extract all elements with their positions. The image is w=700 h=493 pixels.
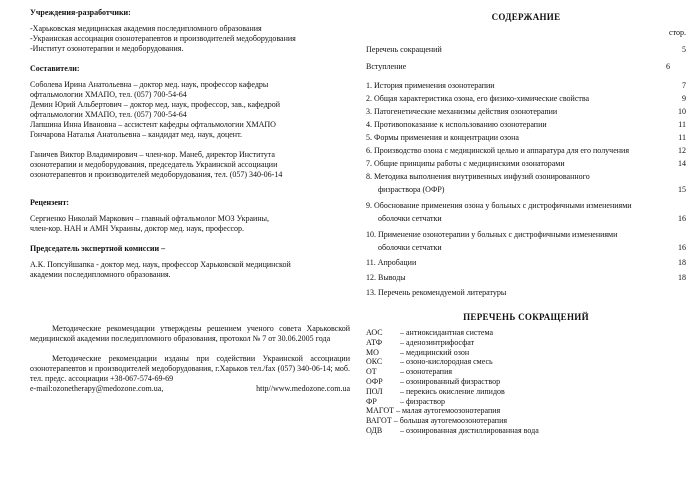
author-line: Демин Юрий Альбертович – доктор мед. наук, профессор, зав., кафедрой [30,100,281,109]
author-line: Лапшина Инна Ивановна – ассистент кафедры офтальмологии ХМАПО [30,120,276,129]
abbreviations-title: ПЕРЕЧЕНЬ СОКРАЩЕНИЙ [463,312,589,322]
abbreviation-row: МАГОТ – малая аутогемоозонотерапия [366,406,501,416]
toc-item: 13. Перечень рекомендуемой литературы [366,288,507,297]
table-of-contents [366,42,686,298]
right-column [366,8,686,436]
author-line: Гончарова Наталья Анатольевна – кандидат мед. наук, доцент. [30,130,242,139]
toc-item: 4. Противопоказание к использованию озонотерапии 11 [366,120,686,129]
developer-line: -Харьковская медицинская академия последипломного образования [30,24,262,33]
author-extra [30,150,350,180]
abbreviation-row: ОКС – озоно-кислородная смесь [366,357,493,367]
author-extra-line: озонотерапии и медоборудования, председатель Украинской ассоциации [30,160,278,169]
author-line: офтальмологии ХМАПО, тел. (057) 700-54-64 [30,90,187,99]
chair-heading: Председатель экспертной комиссии – [30,244,166,253]
toc-item: 10. Применение озонотерапии у больных с дистрофичными изменениями [366,230,618,239]
toc-item: 2. Общая характеристика озона, его физико-химические свойства 9 [366,94,686,103]
authors-list [30,80,350,140]
abbreviation-row: ОДВ – озонированная дистиллированная вода [366,425,539,435]
website-link[interactable]: http//www.medozone.com.ua [256,384,350,393]
reviewer-line: Сергиенко Николай Маркович – главный офтальмолог МОЗ Украины, [30,214,269,223]
toc-item: 8. Методика выполнения внутривенных инфузий озонированного [366,172,590,181]
authors-heading: Составители: [30,64,80,73]
toc-item-continuation: физраствора (ОФР) 15 [378,185,686,194]
chair-line: А.К. Попсуйшапка - доктор мед. наук, профессор Харьковской медицинской [30,260,291,269]
abbreviation-row: АОС – антиоксидантная система [366,328,494,337]
toc-item: Перечень сокращений 5 [366,45,686,54]
abbreviations-list [366,328,686,436]
toc-item: 12. Выводы 18 [366,273,686,282]
author-line: Соболева Ирина Анатольевна – доктор мед. наук, профессор кафедры [30,80,269,89]
email-link[interactable]: e-mail:ozonetherapy@medozone.com.ua, [30,384,164,393]
toc-item-continuation: оболочки сетчатки 16 [378,214,686,223]
developer-line: -Украинская ассоциация озонотерапевтов и производителей медоборудования [30,34,296,43]
developers-heading: Учреждения-разработчики: [30,8,131,17]
approval-paragraph: Методические рекомендации утверждены решением ученого совета Харьковской медицинской академии последипломного образования, протокол № 7 от 30.06.2005 года [30,324,350,343]
reviewer-heading: Рецензент: [30,198,70,207]
abbreviation-row: ПОЛ – перекись окисление липидов [366,386,505,396]
toc-item: 1. История применения озонотерапии 7 [366,81,686,90]
author-extra-line: озонотерапевтов и производителей медоборудования, тел. (057) 340-06-14 [30,170,283,179]
abbreviation-row: ФР – физраствор [366,396,445,406]
abbreviation-row: ВАГОТ – большая аутогемоозонотерапия [366,416,508,426]
developer-line: -Институт озонотерапии и медоборудования. [30,44,184,53]
author-line: офтальмологии ХМАПО, тел. (057) 700-54-64 [30,110,187,119]
contents-title: СОДЕРЖАНИЕ [491,12,561,22]
abbreviation-row: АТФ – аденозинтрифосфат [366,337,475,347]
chair-line: академии последипломного образования. [30,270,171,279]
abbreviation-row: ОФР – озонированный физраствор [366,376,501,386]
left-column [30,8,350,394]
toc-item: 7. Общие принципы работы с медицинскими озонаторами 14 [366,159,686,168]
contact-line [30,384,350,394]
reviewer-line: член-кор. НАН и АМН Украины, доктор мед. наук, профессор. [30,224,245,233]
chair-block [30,260,350,280]
abbreviation-row: ОТ – озонотерапия [366,367,453,377]
page-column-label: стор. [669,28,686,37]
toc-item: 11. Апробации 18 [366,258,686,267]
toc-item: 9. Обоснование применения озона у больных с дистрофичными изменениями [366,201,632,210]
toc-item: 5. Формы применения и концентрации озона 11 [366,133,686,142]
toc-item: 6. Производство озона с медицинской целью и аппаратура для его получения 12 [366,146,686,155]
toc-item-continuation: оболочки сетчатки 16 [378,243,686,252]
abbreviation-row: МО – медицинский озон [366,347,470,357]
author-extra-line: Ганичев Виктор Владимирович – член-кор. Манеб, директор Института [30,150,275,159]
toc-item: Вступление 6 [366,62,670,71]
publication-paragraph: Методические рекомендации изданы при содействии Украинской ассоциации озонотерапевтов и производителей медоборудования, г.Харьков тел./fax (057) 340-06-14; моб. тел. предс. ассоциации +38-067-574-69-69 [30,354,350,383]
developers-list [30,24,350,54]
toc-item: 3. Патогенетические механизмы действия озонотерапии 10 [366,107,686,116]
reviewer-block [30,214,350,234]
